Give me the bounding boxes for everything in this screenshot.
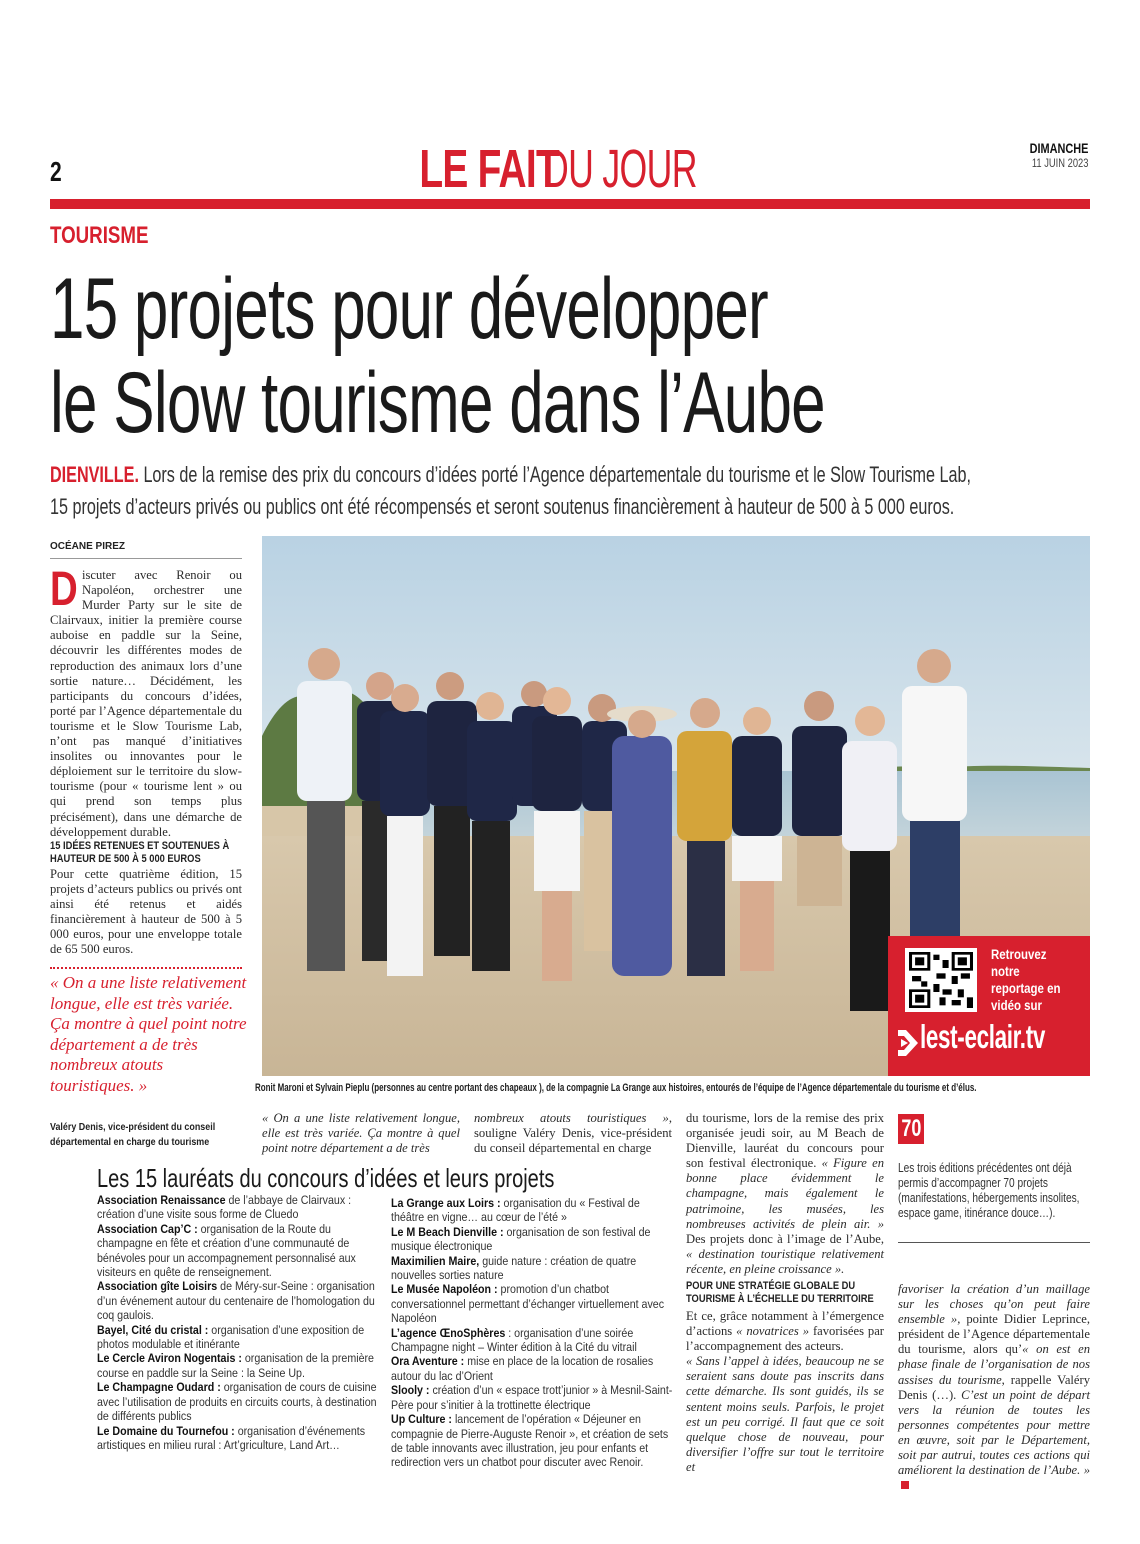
body-column-3	[686, 1111, 884, 1277]
end-of-article-mark	[901, 1481, 909, 1489]
list-item: Le Champagne Oudard : organisation de cours de cuisine avec l’utilisation de produits en circuits courts, à destination de différents publics	[97, 1380, 377, 1424]
list-item: La Grange aux Loirs : organisation du « Festival de théâtre en vigne… au cœur de l’été »	[391, 1196, 640, 1225]
body-text: du tourisme, lors de la remise des prix organisée jeudi soir, au M Beach de Dienville, lauréat du concours pour son festival électronique.	[686, 1111, 884, 1171]
fact-text: Les trois éditions précédentes ont déjà permis d’accompagner 70 projets (manifestations, hébergements insolites, espace game, itinérance douce…).	[898, 1160, 1080, 1220]
fact-number-badge: 70	[898, 1114, 924, 1144]
list-item: Up Culture : lancement de l’opération « Déjeuner en compagnie de Pierre-Auguste Renoir », et création de sets de table innovants avec illustration, jeu pour enfants et redirection vers un chatbot pour discuter avec Renoir.	[391, 1412, 669, 1470]
quote-italic: « Figure en bonne place évidemment le champagne, mais également le patrimoine, les musées, les nombreuses activités de plein air. »	[686, 1156, 884, 1231]
standfirst-line-2: 15 projets d’acteurs privés ou publics ont été récompensés et seront soutenus financièrement à hauteur de 500 à 5 000 euros.	[50, 494, 955, 519]
issue-day: DIMANCHE	[1029, 140, 1088, 156]
body-column-2	[474, 1111, 672, 1156]
lede-text: iscuter avec Renoir ou Napoléon, orchestrer une Murder Party sur le site de Clairvaux, initier la première course auboise en paddle sur la Seine, découvrir les différentes modes de reproduction des animaux lors d’une sortie nature… Décidément, les participants du concours d’idées, porté par l’Agence départementale du tourisme et le Slow Tourisme Lab, n’ont pas manqué d’initiatives insolites ou innovantes pour le déploiement sur le territoire du slow-tourisme (pour « tourisme lent » ou qui prend son temps plus précisément), dans une démarche de développement durable.	[50, 568, 242, 839]
body-column-4: favoriser la création d’un maillage sur les choses qu’on peut faire ensemble », pointe Didier Leprince, président de l’Agence départementale du tourisme, alors qu’« on est en phase finale de l’organisation de nos assises du tourisme, rappelle Valéry Denis (…). C’est un point de départ vers la réunion de toutes les personnes compétentes pour mettre en œuvre, soit par le Département, soit par autrui, toutes ces actions qui améliorent la destination de l’Aube. »	[898, 1282, 1090, 1493]
rubric-title	[0, 138, 1140, 200]
pull-quote-attribution: Valéry Denis, vice-président du conseil départemental en charge du tourisme	[50, 1121, 216, 1148]
list-item: Association gîte Loisirs de Méry-sur-Seine : organisation d’un événement autour du centenaire de l’homologation du coq gaulois.	[97, 1279, 375, 1323]
fact-divider	[898, 1242, 1090, 1243]
list-item: Slooly : création d’un « espace trott’junior » à Mesnil-Saint-Père pour s’initier à la trottinette électrique	[391, 1383, 673, 1412]
list-item: Le Cercle Aviron Nogentais : organisation de la première course en paddle sur la Seine : la Seine Up.	[97, 1351, 374, 1380]
lede-paragraph	[50, 563, 242, 840]
rubric-light: DU JOUR	[542, 139, 697, 199]
list-item: L’agence ŒnoSphères : organisation d’une soirée Champagne night – Winter édition à la Cité du vitrail	[391, 1325, 637, 1355]
quote-italic: nombreux atouts touristiques »	[474, 1111, 669, 1125]
list-item: Association Cap’C : organisation de la Route du champagne en fête et création d’une communauté de bénévoles pour un accompagnement personnalisé aux visiteurs en quête de renseignement.	[97, 1221, 356, 1280]
photo-caption: Ronit Maroni et Sylvain Pieplu (personnes au centre portant des chapeaux ), de la compagnie La Grange aux histoires, entourés de l’équipe de l’Agence départementale du tourisme et d’élus.	[255, 1082, 977, 1094]
dotted-divider	[50, 967, 242, 969]
body-text: , souligne Valéry Denis, vice-président du conseil départemental en charge	[474, 1111, 672, 1156]
list-item: Le Domaine du Tournefou : organisation d’événements artistiques en milieu rural : Art’griculture, Land Art…	[97, 1423, 366, 1452]
headline-line-2: le Slow tourisme dans l’Aube	[50, 355, 825, 451]
header-divider	[50, 199, 1090, 209]
body-text: Des projets donc à l’image de l’Aube,	[686, 1231, 884, 1246]
issue-full-date: 11 JUIN 2023	[1031, 156, 1088, 170]
list-item: Association Renaissance de l’abbaye de Clairvaux : création d’une visite sous forme de Cluedo	[97, 1193, 352, 1222]
list-item: Maximilien Maire, guide nature : création de quatre nouvelles sorties nature	[391, 1253, 637, 1283]
pull-quote: « On a une liste relativement longue, elle est très variée. Ça montre à quel point notre département a de très nombreux atouts touristiques. »	[50, 973, 247, 1095]
list-item: Le M Beach Dienville : organisation de son festival de musique électronique	[391, 1224, 651, 1254]
standfirst	[50, 459, 1079, 523]
headline-line-1: 15 projets pour développer	[50, 261, 768, 357]
play-logo-icon	[898, 1030, 918, 1056]
subhead-strategy: POUR UNE STRATÉGIE GLOBALE DU TOURISME À L’ÉCHELLE DU TERRITOIRE	[686, 1280, 874, 1305]
quote-italic: « Sans l’appel à idées, beaucoup ne se seraient sans doute pas inscrits dans cette démarche. Ils sont guidés, ils se sentent moins seuls. Parfois, le projet est un peu corrigé. Il faut que ce soit quelque chose de nouveau, pour diversifier l’offre sur tout le territoire et	[686, 1354, 884, 1474]
video-promo-box[interactable]	[888, 936, 1090, 1076]
list-item: Bayel, Cité du cristal : organisation d’une exposition de photos modulable et itinérante	[97, 1322, 365, 1352]
list-item: Ora Aventure : mise en place de la location de rosalies autour du lac d’Orient	[391, 1354, 654, 1383]
subhead-ideas: 15 IDÉES RETENUES ET SOUTENUES À HAUTEUR DE 500 À 5 000 EUROS	[50, 840, 230, 865]
quote-italic: « On a une liste relativement longue, elle est très variée. Ça montre à quel point notre département a de très	[262, 1111, 460, 1156]
section-label: TOURISME	[50, 222, 149, 249]
body-paragraph-2: Pour cette quatrième édition, 15 projets d’acteurs publics ou privés ont ainsi été retenus et aidés financièrement à hauteur de 500 à 5 000 euros, pour une enveloppe totale de 65 500 euros.	[50, 867, 243, 957]
body-column-1	[262, 1111, 460, 1156]
headline	[50, 262, 825, 450]
laureates-list-left	[97, 1193, 381, 1452]
laureates-list-right	[391, 1196, 675, 1470]
page-number: 2	[50, 156, 62, 187]
standfirst-line-1: Lors de la remise des prix du concours d’idées porté l’Agence départementale du tourisme et le Slow Tourisme Lab,	[138, 462, 971, 487]
body-column-3b: Et ce, grâce notamment à l’émergence d’actions « novatrices » favorisées par l’accompagnement des acteurs. « Sans l’appel à idées, beaucoup ne se seraient sans doute pas inscrits dans cette démarche. Ils sont guidés, ils se sentent moins seuls. Parfois, le projet est un peu corrigé. Il faut que ce soit quelque chose de nouveau, pour diversifier l’offre sur tout le territoire et	[686, 1309, 885, 1474]
rubric-bold: LE FAIT	[418, 139, 559, 199]
quote-italic: « destination touristique relativement récente, en pleine croissance ».	[686, 1246, 884, 1276]
issue-date	[1013, 140, 1088, 170]
promo-text: Retrouvez notre reportage en vidéo sur	[991, 947, 1061, 1013]
qr-code-icon[interactable]	[905, 948, 977, 1012]
byline: OCÉANE PIREZ	[50, 541, 242, 559]
list-item: Le Musée Napoléon : promotion d’un chatbot conversationnel permettant d’échanger virtuellement avec Napoléon	[391, 1282, 665, 1326]
drop-cap: D	[50, 563, 78, 616]
dateline: DIENVILLE.	[50, 462, 139, 487]
promo-site-link[interactable]: lest-eclair.tv	[920, 1018, 1045, 1055]
laureates-title: Les 15 lauréats du concours d’idées et leurs projets	[97, 1163, 555, 1193]
